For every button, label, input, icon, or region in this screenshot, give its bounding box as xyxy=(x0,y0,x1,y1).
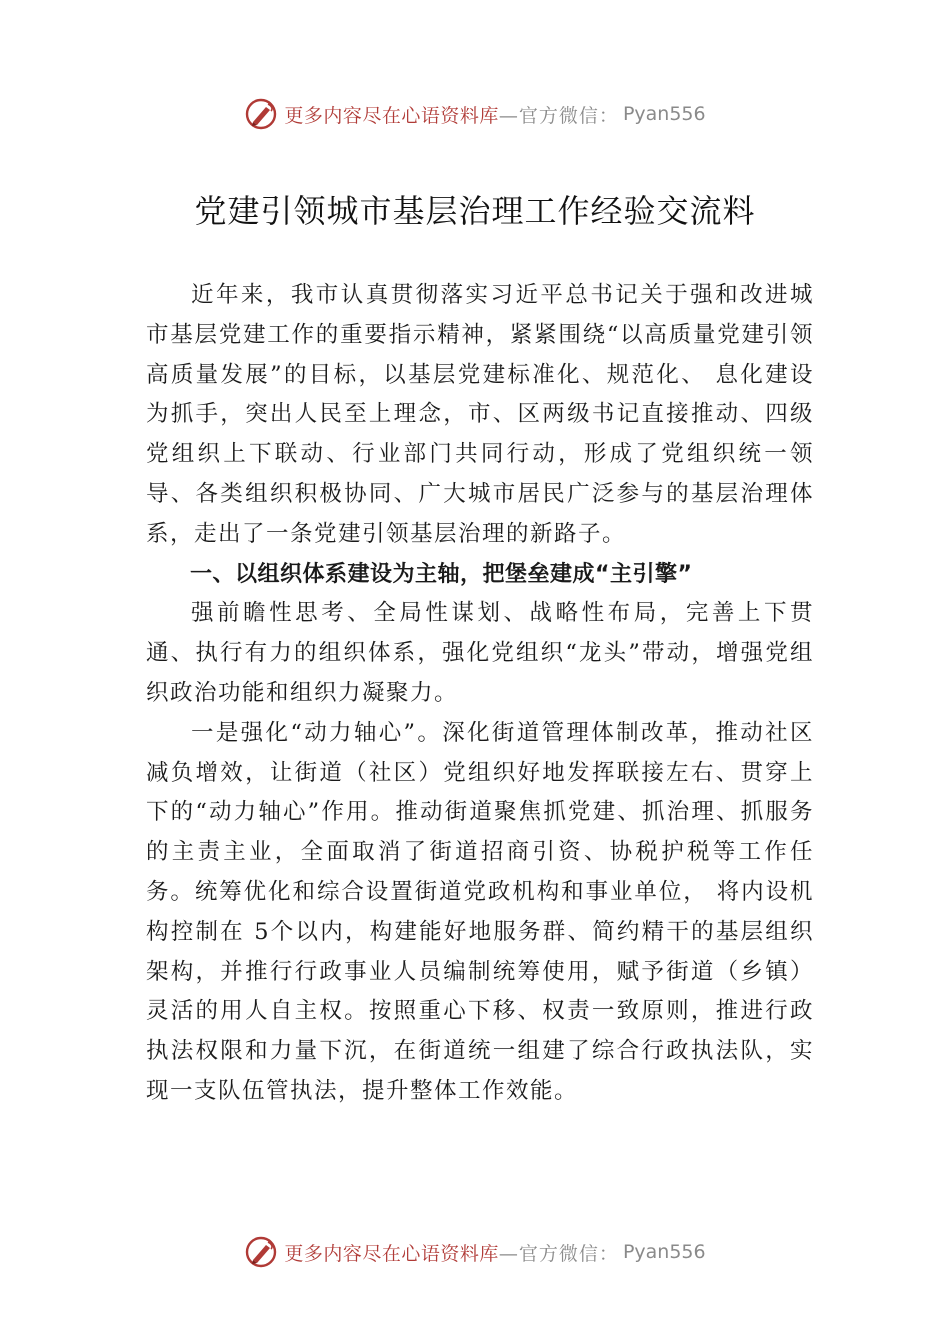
pen-logo-icon xyxy=(244,97,278,131)
section-paragraph: 强前瞻性思考、全局性谋划、战略性布局，完善上下贯通、执行有力的组织体系，强化党组织“龙头”带动，增强党组织政治功能和组织力凝聚力。 xyxy=(146,600,814,706)
document-title: 党建引领城市基层治理工作经验交流料 xyxy=(194,192,756,230)
watermark-header xyxy=(0,94,950,134)
watermark-separator: —官方微信： xyxy=(498,1242,619,1265)
pen-logo-icon xyxy=(244,1235,278,1269)
section-heading: 一、以组织体系建设为主轴，把堡垒建成“主引擎” xyxy=(190,561,693,587)
watermark-footer xyxy=(0,1232,950,1272)
watermark-separator: —官方微信： xyxy=(498,104,619,127)
document-body xyxy=(146,276,814,1112)
watermark-wechat-id: Pyan556 xyxy=(622,103,706,125)
detail-paragraph: 一是强化“动力轴心”。深化街道管理体制改革，推动社区减负增效，让街道（社区）党组织好地发挥联接左右、贯穿上下的“动力轴心”作用。推动街道聚焦抓党建、抓治理、抓服务的主责主业，全面取消了街道招商引资、协税护税等工作任务。统筹优化和综合设置街道党政机构和事业单位， 将内设机构控制在 5个以内，构建能好地服务群、简约精干的基层组织架构，并推行行政事业人员编制统筹使用，赋予街道（乡镇）灵活的用人自主权。按照重心下移、权责一致原则，推进行政执法权限和力量下沉，在街道统一组建了综合行政执法队，实现一支队伍管执法，提升整体工作效能。 xyxy=(146,719,814,1104)
intro-paragraph: 近年来，我市认真贯彻落实习近平总书记关于强和改进城市基层党建工作的重要指示精神，紧紧围绕“以高质量党建引领高质量发展”的目标，以基层党建标准化、规范化、 息化建设为抓手，突出人民至上理念，市、区两级书记直接推动、四级党组织上下联动、行业部门共同行动，形成了党组织统一领导、各类组织积极协同、广大城市居民广泛参与的基层治理体系，走出了一条党建引领基层治理的新路子。 xyxy=(146,282,814,547)
watermark-brand-text: 更多内容尽在心语资料库 xyxy=(284,1242,499,1265)
watermark-wechat-id: Pyan556 xyxy=(622,1241,706,1263)
watermark-brand-text: 更多内容尽在心语资料库 xyxy=(284,104,499,127)
